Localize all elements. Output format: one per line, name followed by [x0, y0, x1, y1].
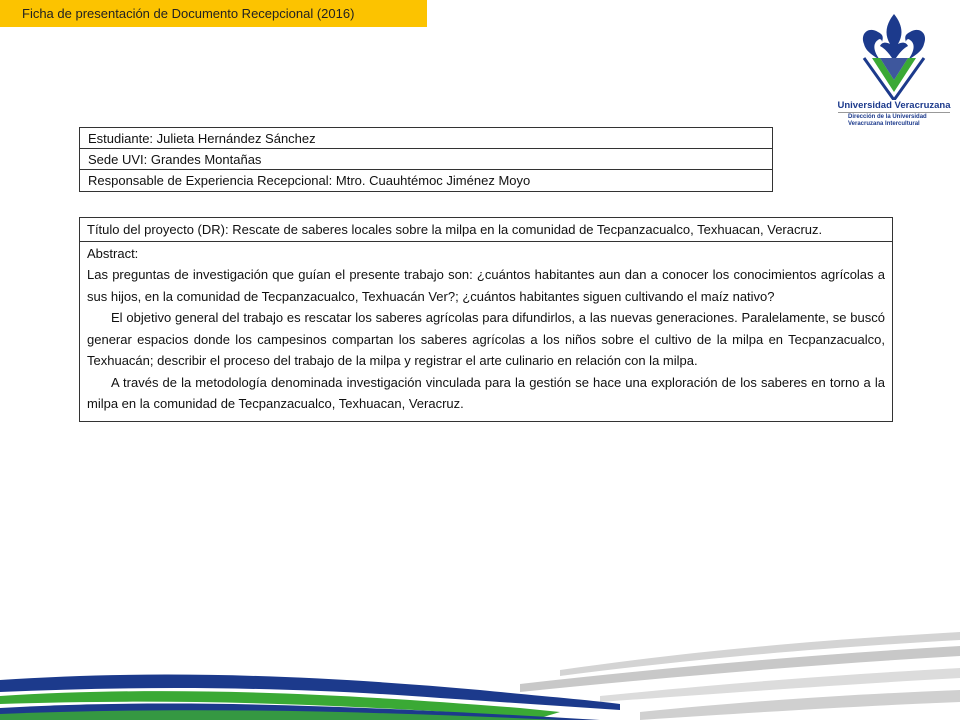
abstract-label: Abstract:	[87, 245, 139, 261]
student-info-table	[79, 127, 773, 192]
abstract-paragraph-2: El objetivo general del trabajo es rescatar los saberes agrícolas para difundirlos, a las nuevas generaciones. Paralelamente, se buscó generar espacios donde los campesinos compartan los saberes agrícolas a los niños sobre el cultivo de la milpa en Tecpanzacualco, Texhuacán; describir el proceso del trabajo de la milpa y registrar el arte culinario en relación con la milpa.	[87, 310, 885, 368]
header-bar	[0, 0, 427, 27]
logo-name: Universidad Veracruzana	[837, 100, 951, 111]
header-title: Ficha de presentación de Documento Recepcional (2016)	[22, 6, 355, 21]
advisor-row: Responsable de Experiencia Recepcional: Mtro. Cuauhtémoc Jiménez Moyo	[88, 173, 531, 188]
abstract-paragraph-3: A través de la metodología denominada investigación vinculada para la gestión se hace una exploración de los saberes en torno a la milpa en la comunidad de Tecpanzacualco, Texhuacan, Veracruz.	[87, 374, 885, 411]
decorative-stripes	[0, 630, 960, 720]
student-row: Estudiante: Julieta Hernández Sánchez	[80, 128, 772, 149]
logo-subtitle	[848, 114, 927, 128]
logo-subtitle-line1: Dirección de la Universidad	[848, 114, 927, 120]
university-logo	[834, 12, 954, 132]
project-title: Título del proyecto (DR): Rescate de saberes locales sobre la milpa en la comunidad de Tecpanzacualco, Texhuacan, Veracruz.	[80, 218, 892, 242]
abstract-section	[80, 242, 892, 421]
project-box	[79, 217, 893, 422]
logo-subtitle-line2: Veracruzana Intercultural	[848, 121, 920, 127]
abstract-paragraph-1: Las preguntas de investigación que guían el presente trabajo son: ¿cuántos habitantes aun dan a conocer los conocimientos agrícolas a sus hijos, en la comunidad de Tecpanzacualco, Texhuacán Ver?; ¿cuántos habitantes siguen cultivando el maíz nativo?	[87, 267, 885, 304]
logo-divider	[838, 112, 950, 113]
fleur-de-lis-icon	[834, 12, 954, 100]
site-row: Sede UVI: Grandes Montañas	[80, 149, 772, 170]
